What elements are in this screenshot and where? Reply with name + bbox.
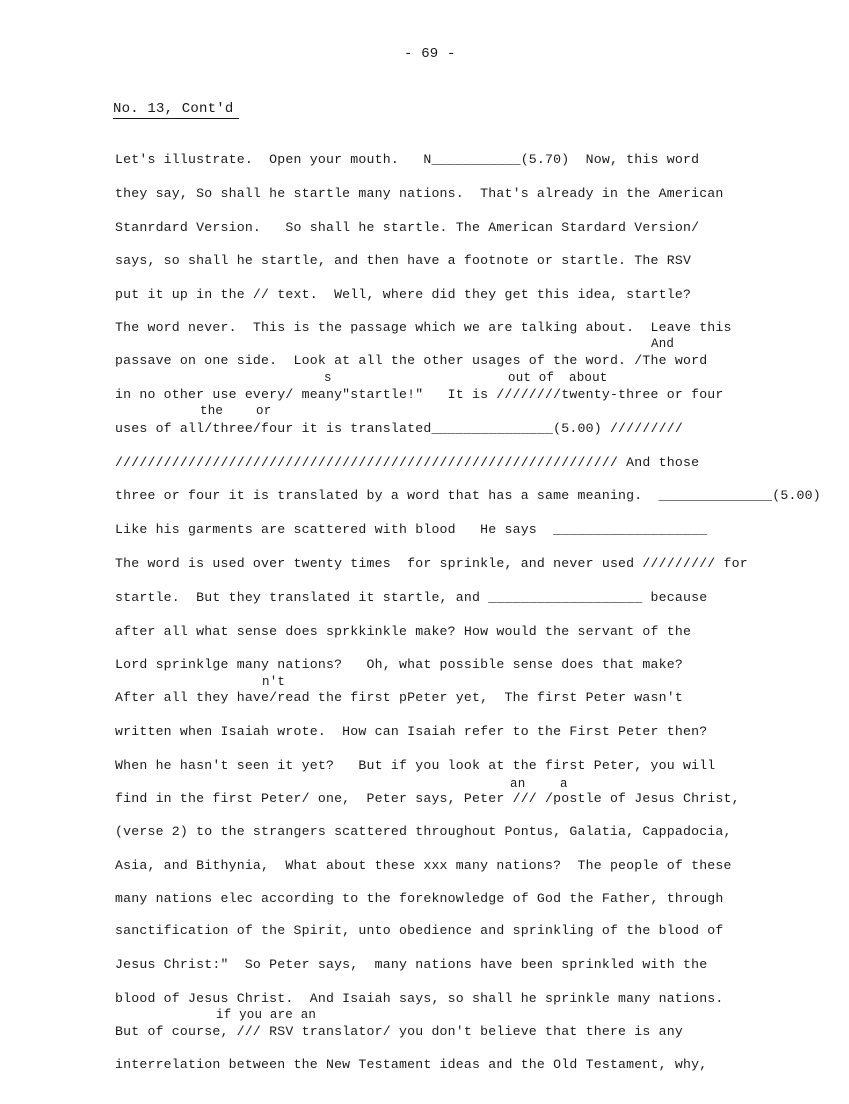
text-line: (verse 2) to the strangers scattered throughout Pontus, Galatia, Cappadocia,: [115, 824, 732, 839]
text-line: startle. But they translated it startle, and ___________________ because: [115, 590, 708, 605]
text-line: The word is used over twenty times for sprinkle, and never used ///////// for: [115, 556, 748, 571]
text-line: interrelation between the New Testament ideas and the Old Testament, why,: [115, 1057, 708, 1072]
insertion-or: or: [256, 404, 272, 418]
text-line: blood of Jesus Christ. And Isaiah says, so shall he sprinkle many nations.: [115, 991, 724, 1006]
insertion-about: about: [569, 371, 608, 385]
insertion-the: the: [200, 404, 224, 418]
text-line: says, so shall he startle, and then have a footnote or startle. The RSV: [115, 253, 692, 268]
insertion-if-you-are-an: if you are an: [216, 1008, 317, 1022]
text-line: But of course, /// RSV translator/ you don't believe that there is any: [115, 1024, 683, 1039]
text-line: uses of all/three/four it is translated_______________(5.00) /////////: [115, 421, 683, 436]
insertion-a: a: [560, 777, 568, 791]
text-line: When he hasn't seen it yet? But if you look at the first Peter, you will: [115, 758, 716, 773]
text-line: Asia, and Bithynia, What about these xxx many nations? The people of these: [115, 858, 732, 873]
section-heading: No. 13, Cont'd: [113, 101, 239, 119]
text-line: ////////////////////////////////////////////////////////////// And those: [115, 455, 700, 470]
insertion-and: And: [651, 337, 675, 351]
text-line: find in the first Peter/ one, Peter says, Peter /// /postle of Jesus Christ,: [115, 791, 740, 806]
text-line: sanctification of the Spirit, unto obedience and sprinkling of the blood of: [115, 923, 724, 938]
text-line: in no other use every/ meany"startle!" It is ////////twenty-three or four: [115, 387, 724, 402]
text-line: three or four it is translated by a word that has a same meaning. ______________(5.00): [115, 488, 821, 503]
page-number: - 69 -: [404, 46, 456, 62]
insertion-an: an: [510, 777, 526, 791]
text-line: after all what sense does sprkkinkle make? How would the servant of the: [115, 624, 692, 639]
insertion-out-of: out of: [508, 371, 555, 385]
text-line: passave on one side. Look at all the other usages of the word. /The word: [115, 353, 708, 368]
text-line: written when Isaiah wrote. How can Isaiah refer to the First Peter then?: [115, 724, 708, 739]
text-line: After all they have/read the first pPeter yet, The first Peter wasn't: [115, 690, 683, 705]
text-line: many nations elec according to the foreknowledge of God the Father, through: [115, 891, 724, 906]
text-line: Let's illustrate. Open your mouth. N___________(5.70) Now, this word: [115, 152, 700, 167]
text-line: Stanrdard Version. So shall he startle. The American Stardard Version/: [115, 220, 700, 235]
insertion-nt: n't: [262, 675, 286, 689]
text-line: Lord sprinklge many nations? Oh, what possible sense does that make?: [115, 657, 683, 672]
text-line: they say, So shall he startle many nations. That's already in the American: [115, 186, 724, 201]
text-line: Jesus Christ:" So Peter says, many nations have been sprinkled with the: [115, 957, 708, 972]
text-line: put it up in the // text. Well, where did they get this idea, startle?: [115, 287, 692, 302]
insertion-s: s: [324, 371, 332, 385]
text-line: Like his garments are scattered with blood He says ___________________: [115, 522, 708, 537]
text-line: The word never. This is the passage which we are talking about. Leave this: [115, 320, 732, 335]
